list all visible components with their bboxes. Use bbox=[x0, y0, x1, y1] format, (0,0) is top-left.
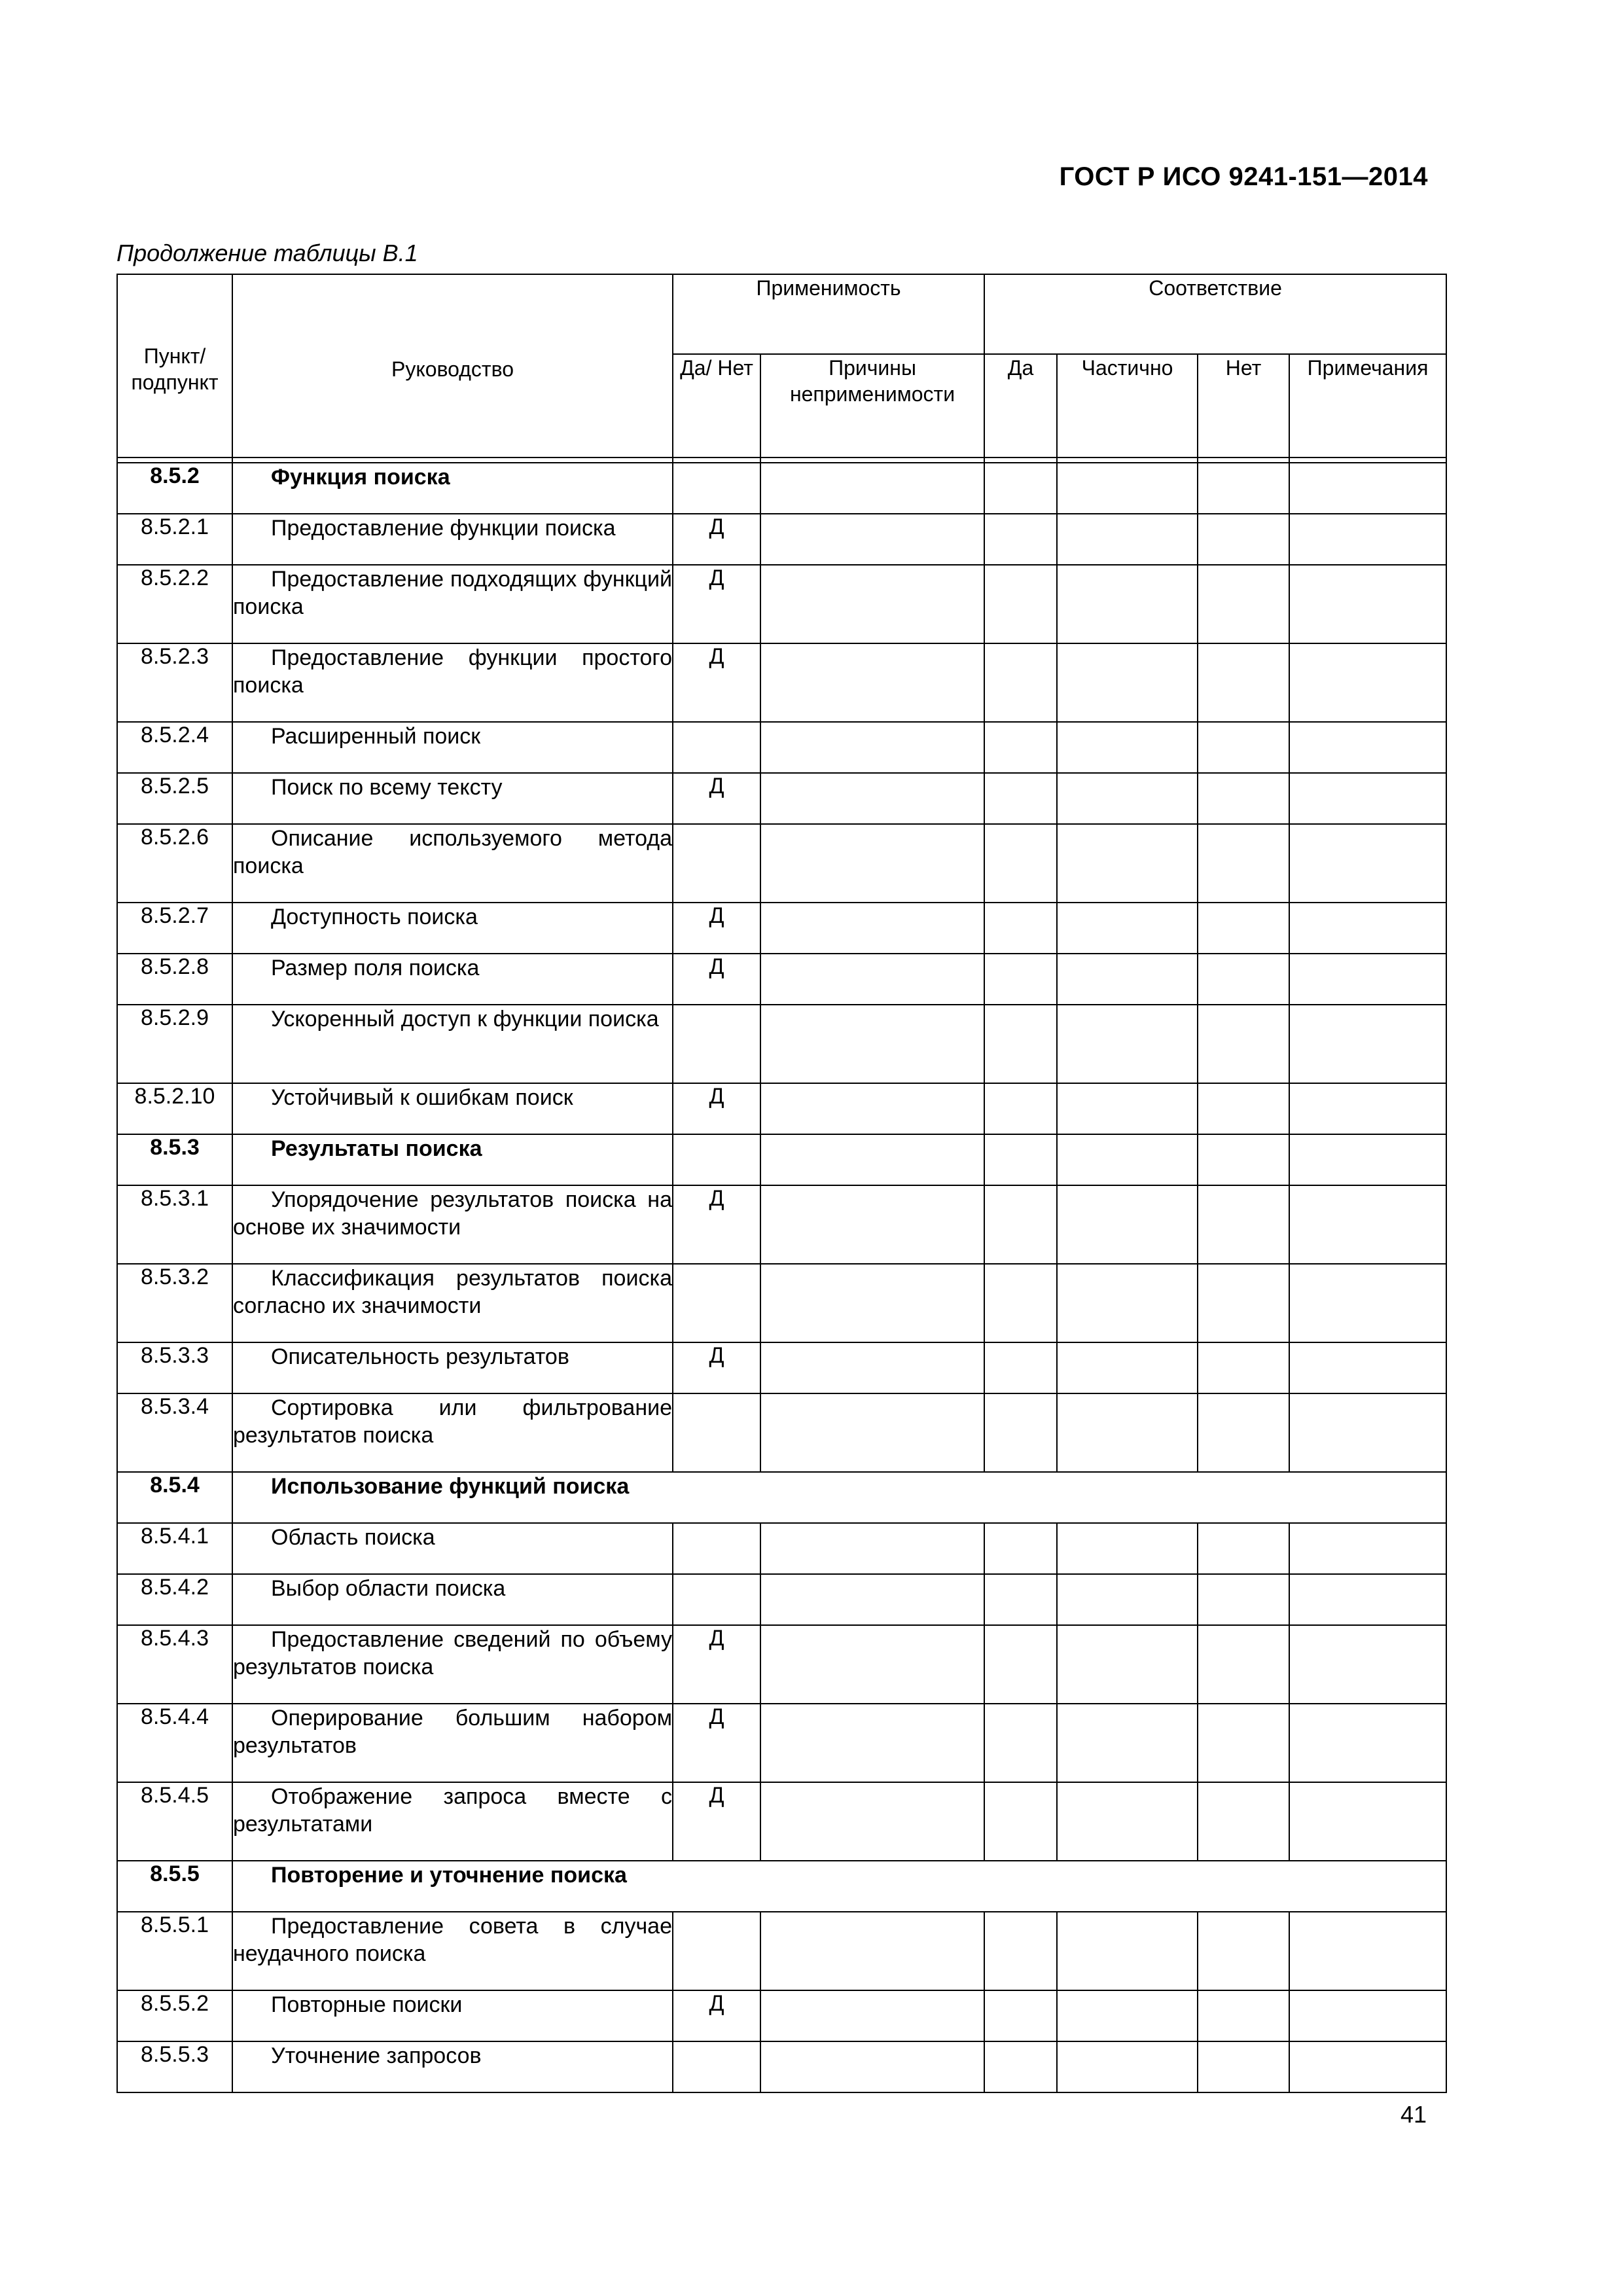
applicability-cell: Д bbox=[673, 903, 760, 954]
applicability-cell: Д bbox=[673, 1625, 760, 1704]
table-row bbox=[117, 514, 1446, 565]
table-body bbox=[117, 463, 1446, 2092]
applicability-cell: Д bbox=[673, 514, 760, 565]
guideline-text: Предоставление функции простого поиска bbox=[233, 645, 672, 698]
clause-number: 8.5.5 bbox=[117, 1861, 232, 1912]
applicability-cell bbox=[673, 1912, 760, 1990]
yes-cell bbox=[984, 722, 1057, 773]
table-row bbox=[117, 1005, 1446, 1083]
applicability-cell: Д bbox=[673, 1782, 760, 1861]
clause-number: 8.5.2.9 bbox=[117, 1005, 232, 1083]
clause-number: 8.5.4.4 bbox=[117, 1704, 232, 1782]
partial-cell bbox=[1057, 463, 1198, 514]
yes-cell bbox=[984, 1264, 1057, 1342]
no-cell bbox=[1198, 514, 1289, 565]
reasons-cell bbox=[760, 1134, 984, 1185]
no-cell bbox=[1198, 954, 1289, 1005]
applicability-cell bbox=[673, 1574, 760, 1625]
table-row bbox=[117, 1912, 1446, 1990]
notes-cell bbox=[1289, 2041, 1446, 2092]
no-cell bbox=[1198, 1704, 1289, 1782]
guideline-text: Упорядочение результатов поиска на основе их значимости bbox=[233, 1187, 672, 1240]
notes-cell bbox=[1289, 1912, 1446, 1990]
guideline-text: Предоставление совета в случае неудачного поиска bbox=[233, 1914, 672, 1966]
table-row bbox=[117, 1704, 1446, 1782]
table-caption: Продолжение таблицы В.1 bbox=[116, 240, 418, 266]
notes-cell bbox=[1289, 463, 1446, 514]
reasons-cell bbox=[760, 1990, 984, 2041]
header-no: Нет bbox=[1198, 354, 1289, 457]
notes-cell bbox=[1289, 1625, 1446, 1704]
partial-cell bbox=[1057, 1625, 1198, 1704]
reasons-cell bbox=[760, 565, 984, 643]
reasons-cell bbox=[760, 1625, 984, 1704]
guideline-text: Уточнение запросов bbox=[271, 2043, 482, 2068]
guideline-cell bbox=[232, 1083, 673, 1134]
notes-cell bbox=[1289, 1704, 1446, 1782]
applicability-cell bbox=[673, 1005, 760, 1083]
notes-cell bbox=[1289, 824, 1446, 903]
header-row-1 bbox=[117, 274, 1446, 354]
notes-cell bbox=[1289, 773, 1446, 824]
header-yes-no: Да/ Нет bbox=[673, 354, 760, 457]
no-cell bbox=[1198, 1523, 1289, 1574]
notes-cell bbox=[1289, 1185, 1446, 1264]
yes-cell bbox=[984, 1005, 1057, 1083]
clause-number: 8.5.2.8 bbox=[117, 954, 232, 1005]
clause-number: 8.5.2.1 bbox=[117, 514, 232, 565]
guideline-text: Классификация результатов поиска согласно их значимости bbox=[233, 1266, 672, 1318]
applicability-cell: Д bbox=[673, 954, 760, 1005]
reasons-cell bbox=[760, 1185, 984, 1264]
applicability-cell: Д bbox=[673, 565, 760, 643]
yes-cell bbox=[984, 1625, 1057, 1704]
notes-cell bbox=[1289, 1264, 1446, 1342]
guideline-text: Поиск по всему тексту bbox=[271, 775, 503, 800]
guideline-cell bbox=[232, 2041, 673, 2092]
partial-cell bbox=[1057, 954, 1198, 1005]
partial-cell bbox=[1057, 1264, 1198, 1342]
yes-cell bbox=[984, 1523, 1057, 1574]
clause-number: 8.5.2.5 bbox=[117, 773, 232, 824]
notes-cell bbox=[1289, 1083, 1446, 1134]
notes-cell bbox=[1289, 1393, 1446, 1472]
reasons-cell bbox=[760, 1574, 984, 1625]
guideline-text: Описательность результатов bbox=[271, 1344, 569, 1369]
guideline-cell bbox=[232, 1523, 673, 1574]
guideline-cell bbox=[232, 1861, 1446, 1912]
guideline-text: Предоставление функции поиска bbox=[271, 516, 616, 541]
section-row bbox=[117, 1134, 1446, 1185]
guideline-cell bbox=[232, 773, 673, 824]
reasons-cell bbox=[760, 1523, 984, 1574]
table-row bbox=[117, 722, 1446, 773]
guideline-cell bbox=[232, 1912, 673, 1990]
partial-cell bbox=[1057, 565, 1198, 643]
guideline-cell bbox=[232, 1782, 673, 1861]
yes-cell bbox=[984, 565, 1057, 643]
guideline-text: Предоставление сведений по объему результатов поиска bbox=[233, 1627, 672, 1679]
table-row bbox=[117, 1393, 1446, 1472]
clause-number: 8.5.2.2 bbox=[117, 565, 232, 643]
yes-cell bbox=[984, 1782, 1057, 1861]
header-guideline: Руководство bbox=[232, 274, 673, 457]
conformance-table bbox=[116, 274, 1447, 2093]
clause-number: 8.5.2.7 bbox=[117, 903, 232, 954]
guideline-text: Ускоренный доступ к функции поиска bbox=[271, 1007, 659, 1031]
applicability-cell bbox=[673, 1393, 760, 1472]
applicability-cell bbox=[673, 1523, 760, 1574]
reasons-cell bbox=[760, 903, 984, 954]
no-cell bbox=[1198, 1574, 1289, 1625]
notes-cell bbox=[1289, 1574, 1446, 1625]
guideline-cell bbox=[232, 1005, 673, 1083]
guideline-text: Расширенный поиск bbox=[271, 724, 481, 749]
guideline-text: Область поиска bbox=[271, 1525, 435, 1550]
no-cell bbox=[1198, 1912, 1289, 1990]
yes-cell bbox=[984, 643, 1057, 722]
guideline-text: Размер поля поиска bbox=[271, 956, 480, 980]
clause-number: 8.5.4.5 bbox=[117, 1782, 232, 1861]
guideline-text: Выбор области поиска bbox=[271, 1576, 506, 1601]
table-row bbox=[117, 1083, 1446, 1134]
clause-number: 8.5.3.1 bbox=[117, 1185, 232, 1264]
clause-number: 8.5.4.2 bbox=[117, 1574, 232, 1625]
partial-cell bbox=[1057, 1134, 1198, 1185]
reasons-cell bbox=[760, 954, 984, 1005]
applicability-cell: Д bbox=[673, 643, 760, 722]
reasons-cell bbox=[760, 1393, 984, 1472]
no-cell bbox=[1198, 1625, 1289, 1704]
table-row bbox=[117, 824, 1446, 903]
notes-cell bbox=[1289, 1523, 1446, 1574]
notes-cell bbox=[1289, 1134, 1446, 1185]
notes-cell bbox=[1289, 903, 1446, 954]
reasons-cell bbox=[760, 1704, 984, 1782]
table-row bbox=[117, 903, 1446, 954]
notes-cell bbox=[1289, 565, 1446, 643]
reasons-cell bbox=[760, 1005, 984, 1083]
applicability-cell: Д bbox=[673, 1342, 760, 1393]
no-cell bbox=[1198, 1342, 1289, 1393]
guideline-text: Повторение и уточнение поиска bbox=[271, 1863, 627, 1888]
table-row bbox=[117, 1574, 1446, 1625]
table-row bbox=[117, 565, 1446, 643]
yes-cell bbox=[984, 1574, 1057, 1625]
guideline-text: Использование функций поиска bbox=[271, 1474, 630, 1499]
guideline-cell bbox=[232, 1704, 673, 1782]
no-cell bbox=[1198, 722, 1289, 773]
no-cell bbox=[1198, 643, 1289, 722]
notes-cell bbox=[1289, 1005, 1446, 1083]
partial-cell bbox=[1057, 722, 1198, 773]
table-row bbox=[117, 1990, 1446, 2041]
partial-cell bbox=[1057, 1574, 1198, 1625]
partial-cell bbox=[1057, 514, 1198, 565]
guideline-cell bbox=[232, 463, 673, 514]
applicability-cell bbox=[673, 463, 760, 514]
header-notes: Примечания bbox=[1289, 354, 1446, 457]
no-cell bbox=[1198, 903, 1289, 954]
partial-cell bbox=[1057, 1912, 1198, 1990]
yes-cell bbox=[984, 1134, 1057, 1185]
section-row bbox=[117, 1472, 1446, 1523]
yes-cell bbox=[984, 1342, 1057, 1393]
clause-number: 8.5.2.6 bbox=[117, 824, 232, 903]
guideline-cell bbox=[232, 1393, 673, 1472]
yes-cell bbox=[984, 1990, 1057, 2041]
guideline-text: Предоставление подходящих функций поиска bbox=[233, 567, 672, 619]
applicability-cell: Д bbox=[673, 1990, 760, 2041]
no-cell bbox=[1198, 1990, 1289, 2041]
yes-cell bbox=[984, 1393, 1057, 1472]
yes-cell bbox=[984, 954, 1057, 1005]
partial-cell bbox=[1057, 1990, 1198, 2041]
partial-cell bbox=[1057, 1393, 1198, 1472]
notes-cell bbox=[1289, 1782, 1446, 1861]
guideline-text: Устойчивый к ошибкам поиск bbox=[271, 1085, 573, 1110]
reasons-cell bbox=[760, 2041, 984, 2092]
clause-number: 8.5.2.10 bbox=[117, 1083, 232, 1134]
table-row bbox=[117, 1782, 1446, 1861]
applicability-cell bbox=[673, 722, 760, 773]
yes-cell bbox=[984, 1083, 1057, 1134]
reasons-cell bbox=[760, 643, 984, 722]
no-cell bbox=[1198, 773, 1289, 824]
reasons-cell bbox=[760, 463, 984, 514]
partial-cell bbox=[1057, 2041, 1198, 2092]
guideline-cell bbox=[232, 722, 673, 773]
notes-cell bbox=[1289, 954, 1446, 1005]
guideline-cell bbox=[232, 1990, 673, 2041]
clause-number: 8.5.2 bbox=[117, 463, 232, 514]
clause-number: 8.5.3.2 bbox=[117, 1264, 232, 1342]
reasons-cell bbox=[760, 1912, 984, 1990]
applicability-cell bbox=[673, 824, 760, 903]
clause-number: 8.5.2.3 bbox=[117, 643, 232, 722]
partial-cell bbox=[1057, 1523, 1198, 1574]
notes-cell bbox=[1289, 1990, 1446, 2041]
reasons-cell bbox=[760, 824, 984, 903]
yes-cell bbox=[984, 903, 1057, 954]
guideline-cell bbox=[232, 824, 673, 903]
clause-number: 8.5.5.3 bbox=[117, 2041, 232, 2092]
guideline-text: Результаты поиска bbox=[271, 1136, 482, 1161]
applicability-cell bbox=[673, 1134, 760, 1185]
yes-cell bbox=[984, 773, 1057, 824]
header-applicability: Применимость bbox=[673, 274, 984, 354]
guideline-cell bbox=[232, 1134, 673, 1185]
applicability-cell bbox=[673, 1264, 760, 1342]
partial-cell bbox=[1057, 1342, 1198, 1393]
yes-cell bbox=[984, 514, 1057, 565]
table-row bbox=[117, 1342, 1446, 1393]
section-row bbox=[117, 1861, 1446, 1912]
table-row bbox=[117, 1264, 1446, 1342]
applicability-cell: Д bbox=[673, 1083, 760, 1134]
yes-cell bbox=[984, 824, 1057, 903]
applicability-cell bbox=[673, 2041, 760, 2092]
partial-cell bbox=[1057, 1704, 1198, 1782]
no-cell bbox=[1198, 1134, 1289, 1185]
clause-number: 8.5.3.3 bbox=[117, 1342, 232, 1393]
no-cell bbox=[1198, 2041, 1289, 2092]
header-yes: Да bbox=[984, 354, 1057, 457]
no-cell bbox=[1198, 1005, 1289, 1083]
table-row bbox=[117, 954, 1446, 1005]
notes-cell bbox=[1289, 514, 1446, 565]
reasons-cell bbox=[760, 1342, 984, 1393]
applicability-cell: Д bbox=[673, 1185, 760, 1264]
header-reasons: Причины неприменимости bbox=[760, 354, 984, 457]
guideline-cell bbox=[232, 1472, 1446, 1523]
no-cell bbox=[1198, 565, 1289, 643]
clause-number: 8.5.3 bbox=[117, 1134, 232, 1185]
reasons-cell bbox=[760, 1264, 984, 1342]
header-separator bbox=[117, 457, 1446, 463]
table-row bbox=[117, 1523, 1446, 1574]
guideline-cell bbox=[232, 1185, 673, 1264]
guideline-cell bbox=[232, 565, 673, 643]
yes-cell bbox=[984, 463, 1057, 514]
table-row bbox=[117, 643, 1446, 722]
applicability-cell: Д bbox=[673, 1704, 760, 1782]
partial-cell bbox=[1057, 1083, 1198, 1134]
yes-cell bbox=[984, 1912, 1057, 1990]
guideline-text: Доступность поиска bbox=[271, 905, 478, 929]
partial-cell bbox=[1057, 903, 1198, 954]
clause-number: 8.5.4 bbox=[117, 1472, 232, 1523]
guideline-text: Повторные поиски bbox=[271, 1992, 463, 2017]
clause-number: 8.5.3.4 bbox=[117, 1393, 232, 1472]
guideline-text: Оперирование большим набором результатов bbox=[233, 1706, 672, 1758]
yes-cell bbox=[984, 1185, 1057, 1264]
no-cell bbox=[1198, 1185, 1289, 1264]
no-cell bbox=[1198, 1083, 1289, 1134]
guideline-cell bbox=[232, 903, 673, 954]
clause-number: 8.5.5.1 bbox=[117, 1912, 232, 1990]
clause-number: 8.5.4.1 bbox=[117, 1523, 232, 1574]
clause-number: 8.5.5.2 bbox=[117, 1990, 232, 2041]
partial-cell bbox=[1057, 1782, 1198, 1861]
guideline-text: Отображение запроса вместе с результатами bbox=[233, 1784, 672, 1837]
table-row bbox=[117, 1625, 1446, 1704]
notes-cell bbox=[1289, 643, 1446, 722]
partial-cell bbox=[1057, 1185, 1198, 1264]
no-cell bbox=[1198, 824, 1289, 903]
partial-cell bbox=[1057, 824, 1198, 903]
header-partial: Частично bbox=[1057, 354, 1198, 457]
guideline-cell bbox=[232, 514, 673, 565]
section-row bbox=[117, 463, 1446, 514]
reasons-cell bbox=[760, 773, 984, 824]
no-cell bbox=[1198, 1782, 1289, 1861]
partial-cell bbox=[1057, 643, 1198, 722]
guideline-cell bbox=[232, 643, 673, 722]
guideline-cell bbox=[232, 1264, 673, 1342]
document-id: ГОСТ Р ИСО 9241-151—2014 bbox=[1059, 162, 1428, 191]
header-clause: Пункт/ подпункт bbox=[117, 274, 232, 457]
reasons-cell bbox=[760, 1083, 984, 1134]
table-row bbox=[117, 2041, 1446, 2092]
clause-number: 8.5.2.4 bbox=[117, 722, 232, 773]
notes-cell bbox=[1289, 722, 1446, 773]
yes-cell bbox=[984, 2041, 1057, 2092]
table-row bbox=[117, 773, 1446, 824]
applicability-cell: Д bbox=[673, 773, 760, 824]
guideline-text: Сортировка или фильтрование результатов поиска bbox=[233, 1395, 672, 1448]
clause-number: 8.5.4.3 bbox=[117, 1625, 232, 1704]
guideline-text: Описание используемого метода поиска bbox=[233, 826, 672, 878]
guideline-text: Функция поиска bbox=[271, 465, 450, 490]
yes-cell bbox=[984, 1704, 1057, 1782]
reasons-cell bbox=[760, 1782, 984, 1861]
header-conformance: Соответствие bbox=[984, 274, 1446, 354]
guideline-cell bbox=[232, 1342, 673, 1393]
reasons-cell bbox=[760, 722, 984, 773]
partial-cell bbox=[1057, 773, 1198, 824]
guideline-cell bbox=[232, 954, 673, 1005]
page-number: 41 bbox=[1400, 2101, 1427, 2128]
no-cell bbox=[1198, 1393, 1289, 1472]
table-row bbox=[117, 1185, 1446, 1264]
notes-cell bbox=[1289, 1342, 1446, 1393]
no-cell bbox=[1198, 1264, 1289, 1342]
partial-cell bbox=[1057, 1005, 1198, 1083]
guideline-cell bbox=[232, 1574, 673, 1625]
reasons-cell bbox=[760, 514, 984, 565]
guideline-cell bbox=[232, 1625, 673, 1704]
no-cell bbox=[1198, 463, 1289, 514]
